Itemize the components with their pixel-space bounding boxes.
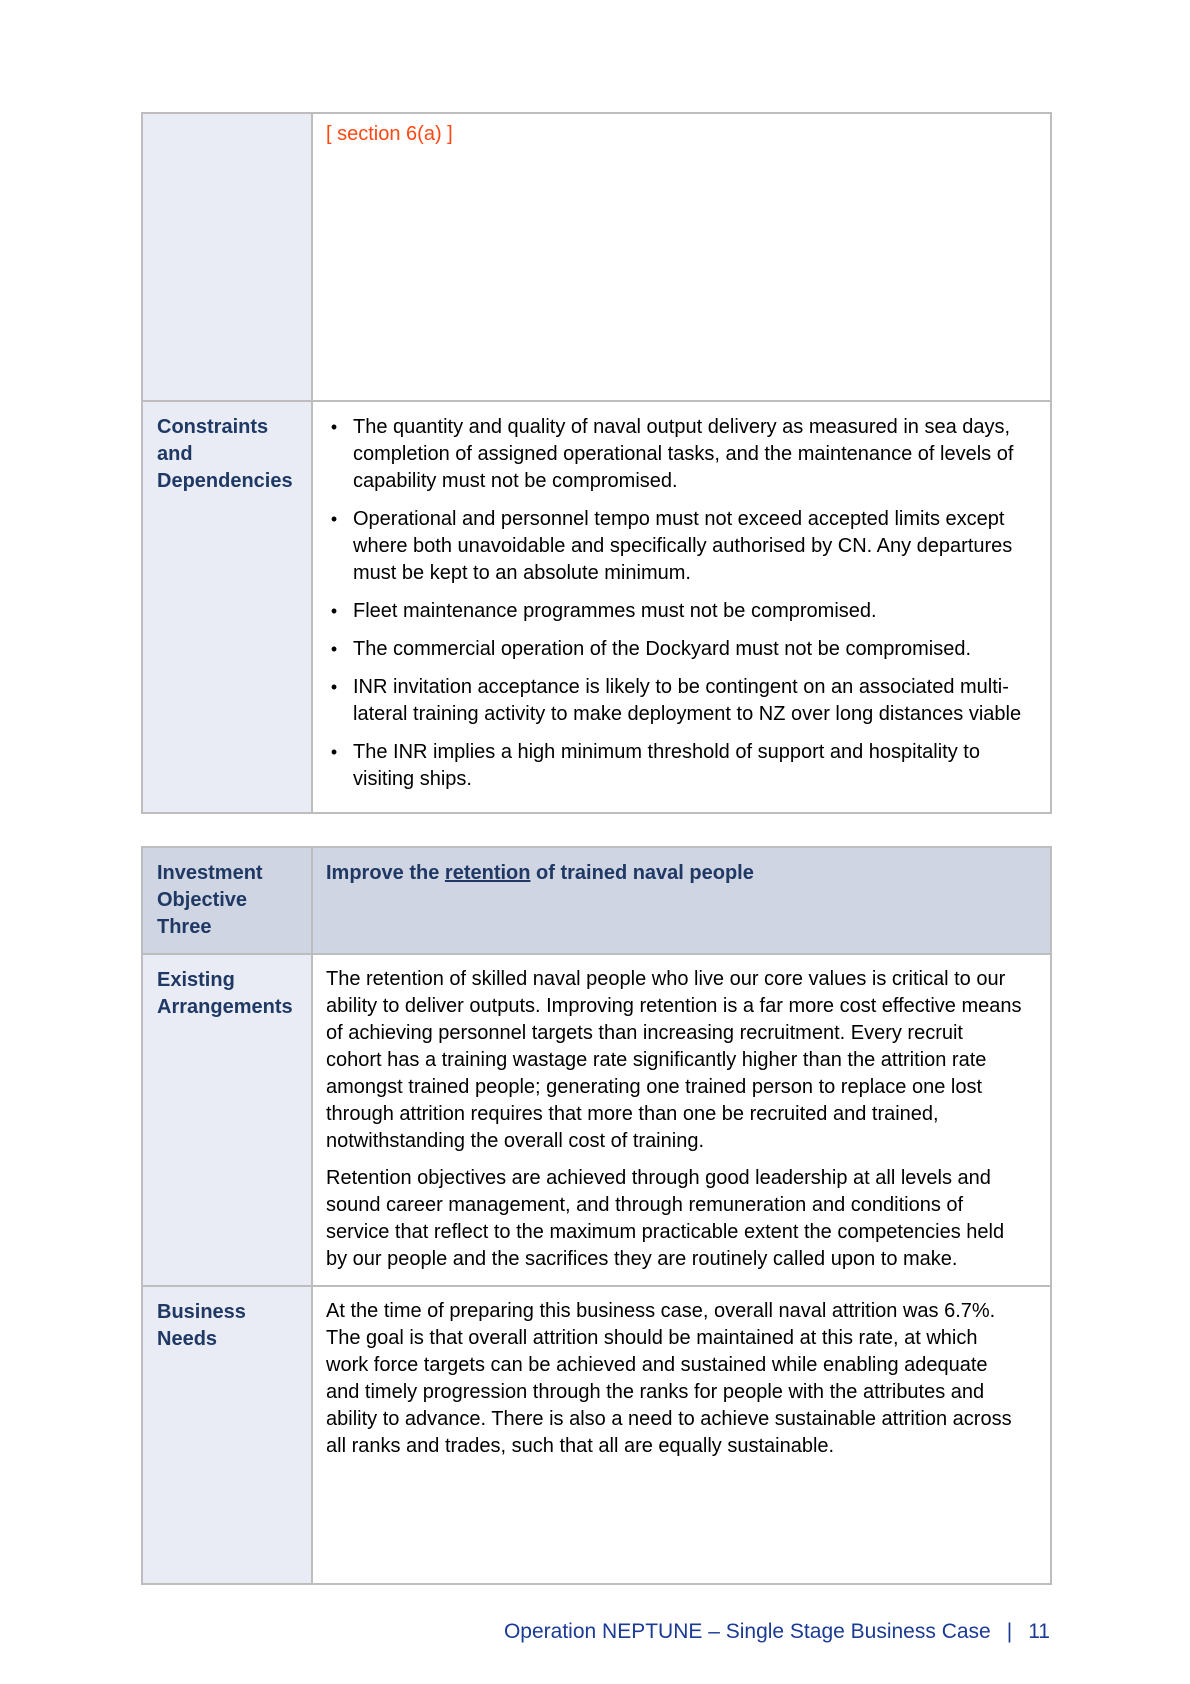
constraints-bullet-list bbox=[313, 402, 1050, 812]
bullet-text: Fleet maintenance programmes must not be compromised. bbox=[353, 600, 877, 622]
business-needs-label-cell bbox=[142, 1286, 312, 1584]
constraints-row-label: Constraints and Dependencies bbox=[157, 416, 293, 492]
existing-arrangements-row bbox=[142, 954, 1051, 1286]
investment-objective-table bbox=[141, 846, 1052, 1585]
bullet-text: INR invitation acceptance is likely to be contingent on an associated multi-lateral training activity to make deployment to NZ over long distances viable bbox=[353, 676, 1022, 725]
bullet-text: The commercial operation of the Dockyard must not be compromised. bbox=[353, 638, 972, 660]
bullet-icon: • bbox=[330, 601, 338, 621]
footer-page-number: 11 bbox=[1028, 1620, 1050, 1643]
constraints-content-cell bbox=[312, 401, 1051, 813]
business-needs-row bbox=[142, 1286, 1051, 1584]
objective-header-label-cell bbox=[142, 847, 312, 954]
bullet-icon: • bbox=[330, 509, 338, 529]
paragraph: Retention objectives are achieved through good leadership at all levels and sound career management, and through remuneration and conditions of service that reflect to the maximum practicable extent the competencies held by our people and the sacrifices they are routinely called upon to make. bbox=[326, 1167, 1005, 1270]
existing-arrangements-label: Existing Arrangements bbox=[157, 969, 293, 1018]
bullet-icon: • bbox=[330, 417, 338, 437]
constraints-table bbox=[141, 112, 1052, 814]
redacted-row-content-cell bbox=[312, 113, 1051, 401]
bullet-icon: • bbox=[330, 639, 338, 659]
objective-title bbox=[313, 848, 1050, 899]
paragraph: The retention of skilled naval people who live our core values is critical to our ability to deliver outputs. Improving retention is a far more cost effective means of achieving personnel targets than increasing recruitment. Every recruit cohort has a training wastage rate significantly higher than the attrition rate amongst trained people; generating one trained person to replace one lost through attrition requires that more than one be recruited and trained, notwithstanding the overall cost of training. bbox=[326, 968, 1022, 1152]
bullet-text: Operational and personnel tempo must not exceed accepted limits except where both unavoidable and specifically authorised by CN. Any departures must be kept to an absolute minimum. bbox=[353, 508, 1013, 584]
business-needs-content-cell bbox=[312, 1286, 1051, 1584]
business-needs-text bbox=[313, 1287, 1050, 1472]
list-item bbox=[315, 414, 1022, 495]
list-item bbox=[315, 674, 1022, 728]
objective-header-title-cell bbox=[312, 847, 1051, 954]
objective-title-segment: of trained naval people bbox=[530, 862, 754, 884]
footer-separator: | bbox=[1006, 1620, 1013, 1643]
redaction-marker: [ section 6(a) ] bbox=[326, 123, 453, 145]
footer-title: Operation NEPTUNE – Single Stage Business Case bbox=[503, 1620, 991, 1643]
objective-title-segment: Improve the bbox=[326, 862, 445, 884]
list-item bbox=[315, 636, 1022, 663]
list-item bbox=[315, 506, 1022, 587]
constraints-row bbox=[142, 401, 1051, 813]
bullet-text: The quantity and quality of naval output delivery as measured in sea days, completion of assigned operational tasks, and the maintenance of levels of capability must not be compromised. bbox=[353, 416, 1014, 492]
bullet-text: The INR implies a high minimum threshold of support and hospitality to visiting ships. bbox=[353, 741, 980, 790]
existing-arrangements-content-cell bbox=[312, 954, 1051, 1286]
objective-header-label: Investment Objective Three bbox=[157, 862, 263, 938]
page-footer bbox=[504, 1620, 1050, 1644]
constraints-label-cell bbox=[142, 401, 312, 813]
bullet-icon: • bbox=[330, 677, 338, 697]
objective-header-row bbox=[142, 847, 1051, 954]
business-needs-label: Business Needs bbox=[157, 1301, 246, 1350]
list-item bbox=[315, 598, 1022, 625]
existing-arrangements-text bbox=[313, 955, 1050, 1285]
list-item bbox=[315, 739, 1022, 793]
redacted-row-label-cell bbox=[142, 113, 312, 401]
objective-title-underlined-word: retention bbox=[444, 862, 531, 884]
existing-arrangements-label-cell bbox=[142, 954, 312, 1286]
paragraph: At the time of preparing this business case, overall naval attrition was 6.7%. The goal is that overall attrition should be maintained at this rate, at which work force targets can be achieved and sustained while enabling adequate and timely progression through the ranks for people with the attributes and ability to advance. There is also a need to achieve sustainable attrition across all ranks and trades, such that all are equally sustainable. bbox=[326, 1300, 1012, 1457]
redacted-row bbox=[142, 113, 1051, 401]
bullet-icon: • bbox=[330, 742, 338, 762]
